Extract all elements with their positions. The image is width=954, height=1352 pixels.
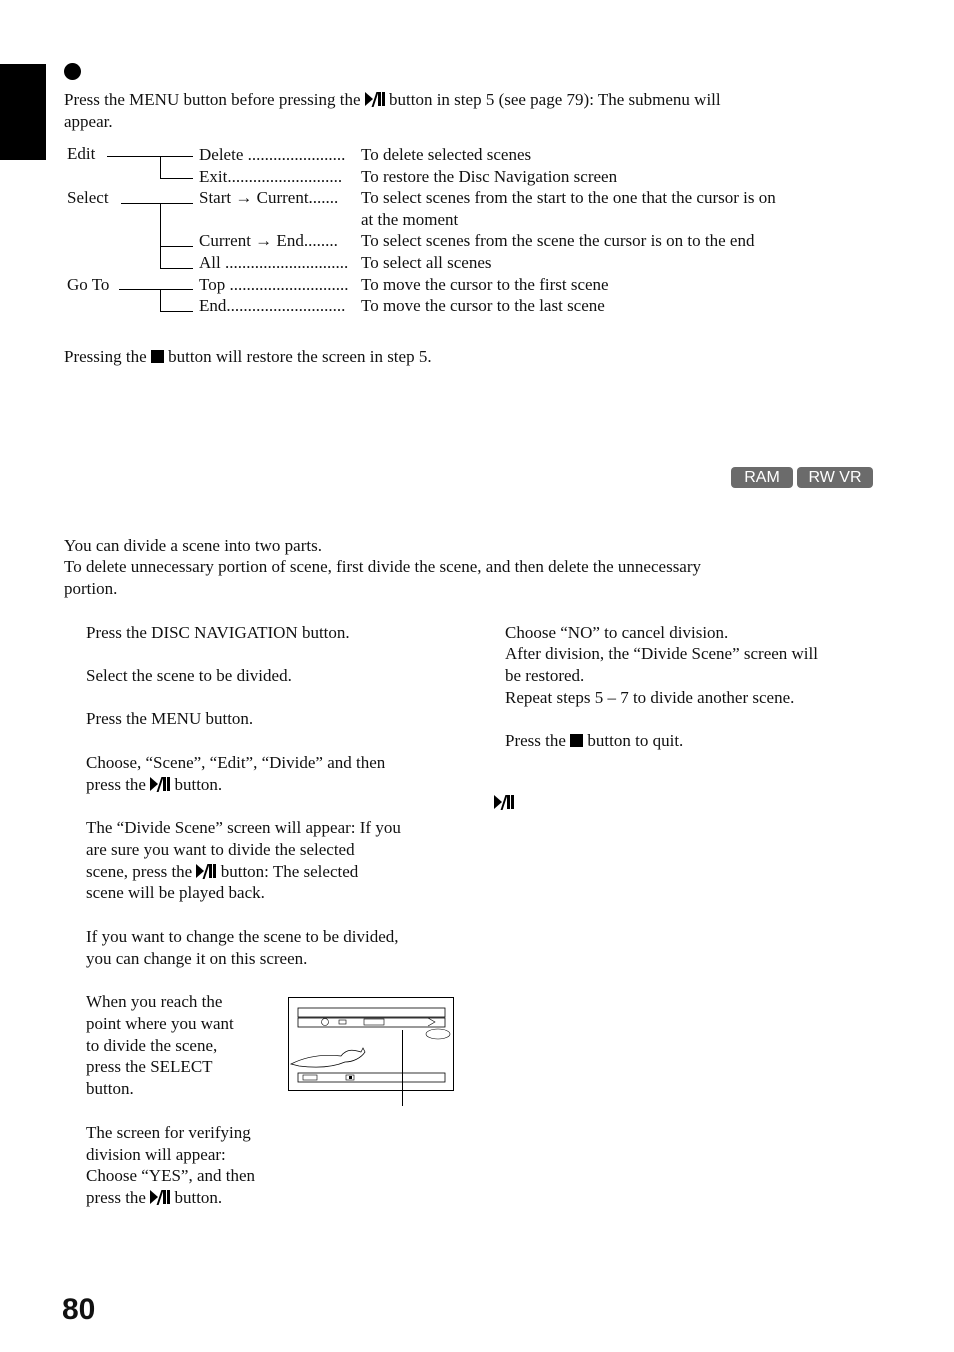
step-7-text-2: division will appear: — [86, 1145, 226, 1164]
menu-desc-exit: To restore the Disc Navigation screen — [361, 167, 618, 186]
step-5-text-5: If you want to change the scene to be divided, — [86, 927, 399, 946]
restore-note — [64, 346, 864, 368]
tree-line — [160, 156, 161, 178]
tree-line — [160, 203, 161, 268]
step-7-text-4 — [86, 1187, 222, 1209]
step-7-text: The screen for verifying — [86, 1123, 251, 1142]
tree-line — [160, 289, 161, 311]
play-pause-icon — [494, 792, 514, 814]
intro-text-before: Press the MENU button before pressing the — [64, 90, 361, 109]
menu-desc-delete: To delete selected scenes — [361, 145, 532, 164]
step-5-before: scene, press the — [86, 862, 193, 881]
step-5-after: button: The selected — [220, 862, 359, 881]
menu-desc-start-current-cont: at the moment — [361, 210, 459, 229]
play-pause-icon — [196, 862, 216, 881]
stop-icon — [570, 734, 583, 747]
bullet-icon — [64, 63, 81, 80]
menu-category-edit: Edit — [67, 144, 96, 163]
menu-item-top: Top ............................ — [199, 275, 349, 294]
menu-desc-end: To move the cursor to the last scene — [361, 296, 605, 315]
badge-ram: RAM — [731, 467, 793, 488]
step-6-text-3: to divide the scene, — [86, 1036, 218, 1055]
step-6-text-5: button. — [86, 1079, 134, 1098]
step-5-text-2: are sure you want to divide the selected — [86, 840, 355, 859]
stop-icon — [151, 350, 164, 363]
step-3-text: Press the MENU button. — [86, 709, 254, 728]
right-5-before: Press the — [505, 731, 566, 750]
step-5-text-4: scene will be played back. — [86, 883, 265, 902]
intro-paragraph — [64, 89, 864, 111]
step-6-text-4: press the SELECT — [86, 1057, 213, 1076]
step-4-text: Choose, “Scene”, “Edit”, “Divide” and then — [86, 753, 386, 772]
right-text-5 — [505, 730, 683, 752]
menu-item-start-current: Start → Current....... — [199, 188, 339, 207]
right-text-3: be restored. — [505, 666, 585, 685]
step-6-text-2: point where you want — [86, 1014, 234, 1033]
right-text-2: After division, the “Divide Scene” screen will — [505, 644, 818, 663]
step-5-text: The “Divide Scene” screen will appear: If you — [86, 818, 401, 837]
divide-intro-line3: portion. — [64, 579, 118, 598]
play-pause-icon — [150, 775, 170, 794]
section-tab — [0, 64, 46, 160]
step-4-before: press the — [86, 775, 146, 794]
step-1-text: Press the DISC NAVIGATION button. — [86, 623, 350, 642]
right-text-1: Choose “NO” to cancel division. — [505, 623, 729, 642]
intro-text-line2: appear. — [64, 112, 113, 131]
right-text-4: Repeat steps 5 – 7 to divide another scene. — [505, 688, 795, 707]
divide-intro-line1: You can divide a scene into two parts. — [64, 536, 322, 555]
step-7-before: press the — [86, 1188, 146, 1207]
step-5-text-6: you can change it on this screen. — [86, 949, 308, 968]
tree-line — [160, 311, 193, 312]
menu-item-delete: Delete ....................... — [199, 145, 346, 164]
step-5-text-3 — [86, 861, 358, 883]
screen-drawing — [289, 998, 453, 1090]
step-4-text-cont — [86, 774, 222, 796]
menu-desc-current-end: To select scenes from the scene the cursor is on to the end — [361, 231, 755, 250]
menu-category-goto: Go To — [67, 275, 110, 294]
right-5-after: button to quit. — [587, 731, 684, 750]
menu-category-select: Select — [67, 188, 109, 207]
menu-item-exit: Exit........................... — [199, 167, 343, 186]
step-7-text-3: Choose “YES”, and then — [86, 1166, 256, 1185]
tree-line — [160, 268, 193, 269]
menu-desc-start-current: To select scenes from the start to the one that the cursor is on — [361, 188, 776, 207]
tree-line — [121, 203, 193, 204]
step-4-after: button. — [174, 775, 223, 794]
play-pause-icon — [365, 90, 385, 109]
step-7-after: button. — [174, 1188, 223, 1207]
play-pause-icon — [150, 1188, 170, 1207]
divide-intro-line2: To delete unnecessary portion of scene, first divide the scene, and then delete the unnecessary — [64, 557, 702, 576]
menu-item-current-end: Current → End........ — [199, 231, 338, 250]
badge-rw-vr: RW VR — [797, 467, 873, 488]
restore-note-before: Pressing the — [64, 347, 147, 366]
menu-item-end: End............................ — [199, 296, 346, 315]
divide-scene-screen-illustration — [288, 997, 454, 1091]
tree-line — [119, 289, 193, 290]
callout-line — [402, 1030, 403, 1106]
tree-line — [160, 246, 193, 247]
intro-text-after: button in step 5 (see page 79): The submenu will — [389, 90, 721, 109]
restore-note-after: button will restore the screen in step 5. — [168, 347, 432, 366]
step-6-text: When you reach the — [86, 992, 223, 1011]
menu-desc-top: To move the cursor to the first scene — [361, 275, 609, 294]
menu-desc-all: To select all scenes — [361, 253, 492, 272]
tree-line — [107, 156, 193, 157]
step-2-text: Select the scene to be divided. — [86, 666, 292, 685]
menu-item-all: All ............................. — [199, 253, 349, 272]
tree-line — [160, 178, 193, 179]
page-number: 80 — [62, 1293, 96, 1326]
